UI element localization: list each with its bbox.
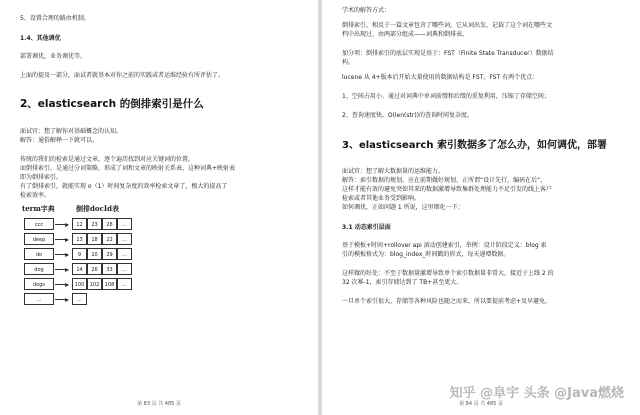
arrow-icon [55, 239, 68, 240]
text-line: 上面的提及一部分，面试者就基本对你之前的实践或者运维经验有所评估了。 [20, 72, 225, 79]
posting-cell: 9 [72, 248, 87, 260]
section-heading: 3.1 动态索引层面 [342, 224, 391, 231]
posting-cell: ... [117, 278, 132, 290]
text-line: 解答：通俗解释一下就可以。 [20, 137, 99, 144]
term-dictionary-label: term字典 [22, 204, 55, 213]
posting-cell: ... [72, 293, 87, 305]
posting-cell: 18 [87, 233, 102, 245]
text-line: 一旦单个索引很大，存储等各种风险也随之而来，所以要提前考虑+及早避免。 [342, 298, 552, 305]
text-line: 这样才能有效的避免突如其来的数据激增导致集群处理能力不足引发的线上客户 [342, 186, 553, 193]
posting-cell: 10 [87, 248, 102, 260]
arrow-icon [55, 224, 68, 225]
term-cell: do [24, 248, 54, 260]
text-line: 加分项：倒排索引的底层实现是基于：FST（Finite State Transducer）数据结 [342, 50, 554, 57]
text-line: 这样做的好处：不至于数据量激增导致单个索引数据量非常大，接近于上线 2 的 [342, 270, 554, 277]
chapter-heading: 2、elasticsearch 的倒排索引是什么 [20, 98, 204, 110]
posting-cell: ... [117, 218, 132, 230]
posting-cell: 102 [87, 278, 102, 290]
section-heading: 1.4、其他调优 [20, 35, 61, 42]
term-cell: deep [24, 233, 54, 245]
text-line: 传统的我们的检索是通过文章，逐个遍历找到对应关键词的位置。 [20, 156, 195, 163]
text-line: 基于模板+时间+rollover api 滚动创建索引，举例：设计阶段定义：blog 索 [342, 242, 547, 249]
posting-cell: ... [117, 248, 132, 260]
posting-cell: 26 [87, 263, 102, 275]
text-line: 面试官：想了解大数据量的运维能力。 [342, 168, 445, 175]
text-line: 如何调优，正如问题 1 所说，这里细化一下： [342, 204, 464, 211]
term-cell: dogs [24, 278, 54, 290]
posting-cell: 22 [102, 233, 117, 245]
page-footer: 第 84 页 共 485 页 [459, 401, 503, 407]
term-cell: ... [24, 293, 54, 305]
posting-cell: 14 [72, 263, 87, 275]
text-line: 档中出现过，由两部分组成——词典和倒排表。 [342, 31, 469, 38]
posting-cell: 108 [102, 278, 117, 290]
posting-cell: ... [117, 263, 132, 275]
posting-cell: 28 [102, 218, 117, 230]
text-line: 5、设置合理的路由机制。 [20, 15, 90, 22]
inverted-index-diagram [20, 204, 300, 322]
arrow-icon [55, 269, 68, 270]
text-line: 有了倒排索引，就能实现 o（1）时间复杂度的效率检索文章了，极大的提高了 [20, 183, 228, 190]
posting-cell: 29 [102, 248, 117, 260]
text-line: 引的模板格式为：blog_index_时间戳的形式，每天递增数据。 [342, 251, 510, 258]
text-line: 倒排索引，相反于一篇文章包含了哪些词，它从词出发，记载了这个词在哪些文 [342, 22, 553, 29]
text-line: 2、查询速度快。O(len(str))的查询时间复杂度。 [342, 112, 474, 119]
text-line: 部署调优，业务调优等。 [20, 53, 87, 60]
text-line: lucene 从 4+版本后开始大量使用的数据结构是 FST。FST 有两个优点： [342, 74, 539, 81]
chapter-heading: 3、elasticsearch 索引数据多了怎么办，如何调优，部署 [342, 140, 607, 151]
right-page [322, 0, 640, 415]
posting-list-label: 倒排docId表 [76, 204, 119, 213]
text-line: 检索效率。 [20, 192, 51, 199]
term-cell: ccc [24, 218, 54, 230]
posting-cell: ... [117, 233, 132, 245]
posting-cell: 12 [72, 218, 87, 230]
text-line: 构。 [342, 59, 355, 66]
arrow-icon [55, 254, 68, 255]
term-cell: dog [24, 263, 54, 275]
page-footer: 第 83 页 共 485 页 [137, 401, 181, 407]
posting-cell: 23 [87, 218, 102, 230]
text-line: 学术的解答方式： [342, 7, 391, 14]
text-line: 面试官：想了解你对基础概念的认知。 [20, 128, 123, 135]
text-line: 32 次幂-1，索引存储达到了 TB+甚至更大。 [342, 279, 463, 286]
arrow-icon [55, 299, 68, 300]
text-line: 即为倒排索引。 [20, 174, 63, 181]
posting-cell: 100 [72, 278, 87, 290]
posting-cell: 13 [72, 233, 87, 245]
text-line: 检索或者其他业务受到影响。 [342, 195, 421, 202]
watermark: 知乎 @阜宇 头条 @Java燃烧 [449, 386, 624, 401]
text-line: 解答：索引数据的规划，应在前期做好规划，正所谓“设计先行，编码在后”， [342, 177, 547, 184]
posting-cell: 33 [102, 263, 117, 275]
left-page [0, 0, 318, 415]
arrow-icon [55, 284, 68, 285]
text-line: 而倒排索引，是通过分词策略，形成了词和文章的映射关系表，这种词典+映射表 [20, 165, 236, 172]
text-line: 1、空间占用小。通过对词典中单词前缀和后缀的重复利用，压缩了存储空间； [342, 93, 550, 100]
